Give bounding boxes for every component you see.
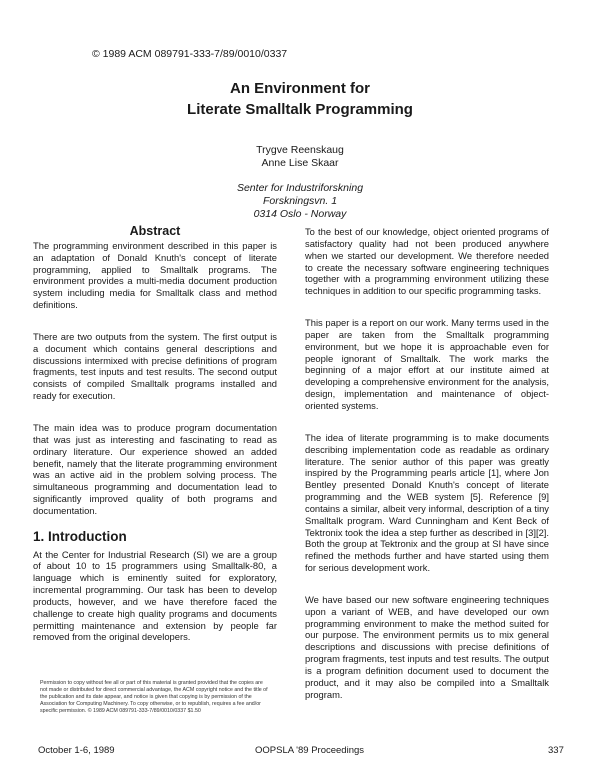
permission-notice: Permission to copy without fee all or part of this material is granted provided that the copies are not made or distributed for direct commercial advantage, the ACM copyright notice and the title of the publication and its date appear, and notice is given that copying is by permission of the Association for Computing Machinery. To copy otherwise, or to republish, requires a fee and/or specific permission. © 1989 ACM 089791-333-7/89/0010/0337 $1.50 <box>40 680 268 714</box>
page-number: 337 <box>548 745 564 756</box>
abstract-heading: Abstract <box>129 224 181 238</box>
copyright-notice: © 1989 ACM 089791-333-7/89/0010/0337 <box>92 48 288 60</box>
right-column <box>305 226 549 701</box>
left-column <box>33 226 277 643</box>
affiliation-line-3: 0314 Oslo - Norway <box>253 208 347 220</box>
authors <box>0 144 600 170</box>
author-2: Anne Lise Skaar <box>261 157 339 169</box>
author-1: Trygve Reenskaug <box>256 144 344 156</box>
abstract-paragraph-1: The programming environment described in this paper is an adaptation of Donald Knuth's concept of literate programming, applied to Smalltalk programs. The environment provides a multi-media document production system including media for Smalltalk class and method definitions. <box>33 239 277 311</box>
affiliation-line-1: Senter for Industriforskning <box>236 182 364 194</box>
introduction-heading: 1. Introduction <box>33 528 127 544</box>
affiliation <box>0 182 600 221</box>
abstract-paragraph-3: The main idea was to produce program documentation that was just as interesting and fascinating to read as ordinary literature. Our experience showed an added benefit, namely that the literate programming environment was an active aid in the problem solving process. The simultaneous programming and documentation lead to significantly improved quality of both programs and documentation. <box>33 421 277 516</box>
right-paragraph-3: The idea of literate programming is to make documents describing implementation code as readable as ordinary literature. The senior author of this paper was greatly inspired by the Programming pearls article [1], where Jon Bentley presented Donald Knuth's concept of literate programming and the WEB system [5]. Reference [9] contains a similar, albeit very informal, description of a tiny Smalltalk program. Ward Cunningham and Kent Beck of Tektronix took the idea a step further as described in [3][2]. Both the group at Tektronix and the group at SI have since refined the methods further and have started using them for serious development work. <box>305 431 549 574</box>
footer-date: October 1-6, 1989 <box>38 745 115 756</box>
right-paragraph-1: To the best of our knowledge, object oriented programs of satisfactory quality had not been produced anywhere when we started our development. We therefore needed to create the necessary software engineering techniques together with a programming environment utilizing these techniques in addition to our specific programming tasks. <box>305 226 549 297</box>
right-paragraph-4: We have based our new software engineering techniques upon a variant of WEB, and have developed our own programming environment to make the method suited for our purpose. The environment permits us to mix general descriptions and discussions with precise definitions of program fragments, test inputs and test results. The output is a program definition document used to document the product, and it may also be compiled into a Smalltalk program. <box>305 593 549 700</box>
paper-title <box>0 78 600 120</box>
affiliation-line-2: Forskningsvn. 1 <box>262 195 338 207</box>
abstract-paragraph-2: There are two outputs from the system. The first output is a document which contains general descriptions and discussions intermixed with precise definitions of program fragments, test inputs and test results. The second output consists of compiled Smalltalk programs installed and ready for execution. <box>33 330 277 402</box>
right-paragraph-2: This paper is a report on our work. Many terms used in the paper are taken from the Smalltalk programming environment, but we hope it is approachable even for people ignorant of Smalltalk. The work marks the beginning of a major effort at our institute aimed at developing a comprehensive environment for the analysis, design, implementation and maintenance of object-oriented systems. <box>305 317 549 411</box>
footer-proceedings: OOPSLA '89 Proceedings <box>255 745 365 756</box>
title-line-1: An Environment for <box>229 80 370 97</box>
introduction-paragraph-1: At the Center for Industrial Research (SI) we are a group of about 10 to 15 programmers using Smalltalk-80, a language which is eminently suited for exploratory, incremental programming. Our task has been to develop products, however, and we have therefore faced the challenge to create high quality programs and documents permitting maintenance and extension by people far removed from the original developers. <box>33 548 277 643</box>
title-line-2: Literate Smalltalk Programming <box>187 101 413 118</box>
